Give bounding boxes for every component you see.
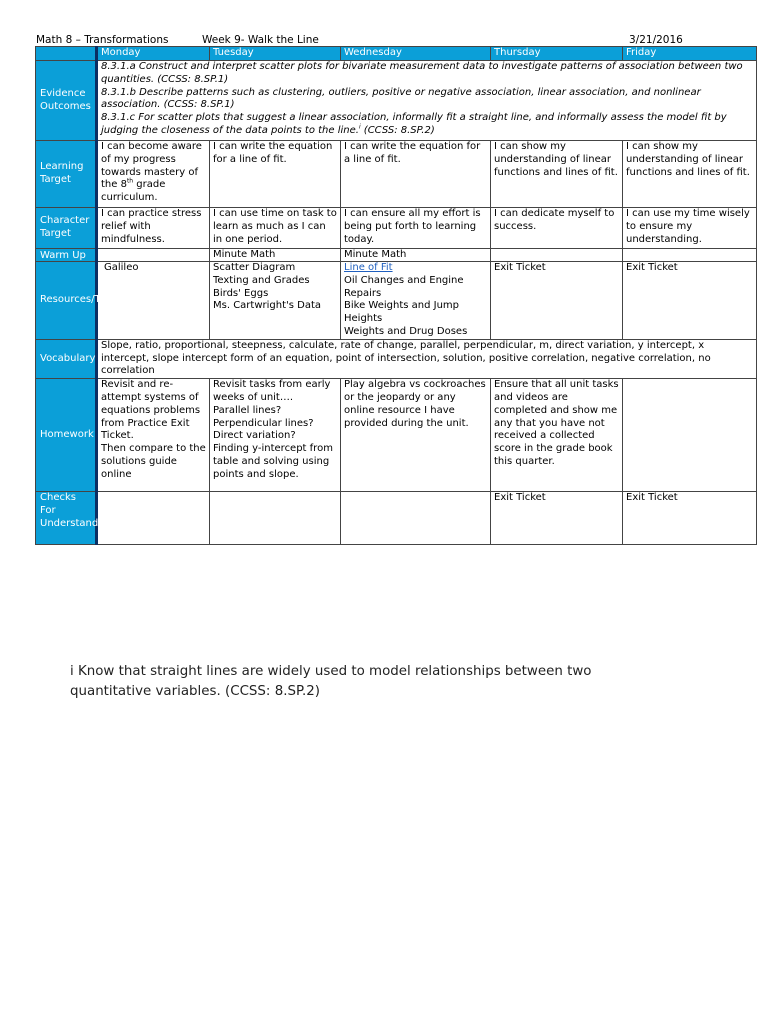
learning-target-monday-text-end: grade curriculum. [101, 179, 166, 204]
homework-tuesday-item: Finding y-intercept from table and solving using points and slope. [213, 443, 333, 480]
checks-tuesday [210, 492, 341, 545]
checks-wednesday [341, 492, 491, 545]
date-label: 3/21/2016 [629, 34, 683, 46]
evidence-outcome-c-standard: (CCSS: 8.SP.2) [363, 124, 435, 136]
endnote: i Know that straight lines are widely used to model relationships between two quantitative variables. (CCSS: 8.SP.2) [70, 664, 592, 699]
resource-task[interactable]: Ms. Cartwright's Data [213, 300, 322, 312]
checks-thursday: Exit Ticket [491, 492, 623, 545]
learning-target-monday [97, 141, 210, 208]
week-title: Week 9- Walk the Line [202, 34, 319, 46]
evidence-outcomes-text [97, 61, 757, 141]
character-target-thursday: I can dedicate myself to success. [491, 208, 623, 249]
vocabulary-row [36, 339, 757, 378]
corner-cell [36, 47, 97, 61]
homework-thursday: Ensure that all unit tasks and videos are completed and show me any that you have not received a collected score in the grade book this quarter. [491, 379, 623, 492]
homework-tuesday-item: Revisit tasks from early weeks of unit…. [213, 379, 331, 403]
vocabulary-text: Slope, ratio, proportional, steepness, calculate, rate of change, parallel, perpendicular, m, direct variation, y intercept, x intercept, slope intercept form of an equation, point of intersection, solution, positive correlation, negative correlation, no correlation [97, 339, 757, 378]
row-label-vocabulary: Vocabulary [36, 339, 97, 378]
resource-task[interactable]: Oil Changes and Engine Repairs [344, 274, 464, 299]
ordinal-suffix: th [126, 178, 134, 186]
unit-title: Math 8 – Transformations [36, 34, 169, 46]
learning-target-wednesday: I can write the equation for a line of fit. [341, 141, 491, 208]
row-label-resources: Resources/Tasks [36, 262, 97, 340]
homework-monday [97, 379, 210, 492]
resources-tasks-row [36, 262, 757, 340]
learning-target-thursday: I can show my understanding of linear functions and lines of fit. [491, 141, 623, 208]
character-target-wednesday: I can ensure all my effort is being put forth to learning today. [341, 208, 491, 249]
warm-up-row [36, 249, 757, 262]
warm-up-tuesday: Minute Math [210, 249, 341, 262]
resources-thursday: Exit Ticket [491, 262, 623, 340]
day-header-row [36, 47, 757, 61]
warm-up-wednesday: Minute Math [341, 249, 491, 262]
warm-up-thursday [491, 249, 623, 262]
resource-task[interactable]: Weights and Drug Doses [344, 325, 468, 337]
resources-wednesday [341, 262, 491, 340]
day-header-friday: Friday [623, 47, 757, 61]
learning-target-row [36, 141, 757, 208]
row-label-learning-target: Learning Target [36, 141, 97, 208]
footnote-marker[interactable]: i [358, 123, 361, 131]
learning-target-friday: I can show my understanding of linear functions and lines of fit. [623, 141, 757, 208]
resource-task[interactable]: Birds' Eggs [213, 287, 269, 299]
homework-monday-task: Revisit and re-attempt systems of equations problems from Practice Exit Ticket. [101, 379, 201, 442]
line-of-fit-link[interactable]: Line of Fit [344, 262, 393, 273]
resources-tuesday [210, 262, 341, 340]
weekly-plan-table [35, 46, 757, 545]
day-header-monday: Monday [97, 47, 210, 61]
learning-target-tuesday: I can write the equation for a line of fit. [210, 141, 341, 208]
warm-up-friday [623, 249, 757, 262]
resources-monday: Galileo [97, 262, 210, 340]
homework-monday-compare: Then compare to the solutions guide online [101, 443, 206, 480]
resource-task[interactable]: Texting and Grades [213, 274, 310, 286]
resource-task[interactable]: Scatter Diagram [213, 262, 296, 273]
homework-friday [623, 379, 757, 492]
resource-task[interactable]: Bike Weights and Jump Heights [344, 300, 459, 325]
row-label-character-target: Character Target [36, 208, 97, 249]
day-header-tuesday: Tuesday [210, 47, 341, 61]
homework-tuesday-item: Parallel lines? [213, 404, 282, 416]
evidence-outcomes-row [36, 61, 757, 141]
homework-wednesday: Play algebra vs cockroaches or the jeopardy or any online resource I have provided during the unit. [341, 379, 491, 492]
row-label-evidence: Evidence Outcomes [36, 61, 97, 141]
day-header-wednesday: Wednesday [341, 47, 491, 61]
evidence-outcome-b: 8.3.1.b Describe patterns such as clustering, outliers, positive or negative association, linear association, and nonlinear association. (CCSS: 8.SP.1) [101, 86, 701, 111]
checks-row [36, 492, 757, 545]
evidence-outcome-a: 8.3.1.a Construct and interpret scatter plots for bivariate measurement data to investigate patterns of association between two quantities. (CCSS: 8.SP.1) [101, 61, 743, 85]
row-label-warm-up: Warm Up [36, 249, 97, 262]
homework-row [36, 379, 757, 492]
day-header-thursday: Thursday [491, 47, 623, 61]
row-label-checks: Checks For Understanding [36, 492, 97, 545]
evidence-outcome-c: 8.3.1.c For scatter plots that suggest a linear association, informally fit a straight line, and informally assess the model fit by judging the closeness of the data points to the line. [101, 112, 727, 136]
character-target-tuesday: I can use time on task to learn as much as I can in one period. [210, 208, 341, 249]
checks-friday: Exit Ticket [623, 492, 757, 545]
resources-friday: Exit Ticket [623, 262, 757, 340]
character-target-friday: I can use my time wisely to ensure my understanding. [623, 208, 757, 249]
page-header [36, 33, 756, 47]
homework-tuesday-item: Direct variation? [213, 430, 296, 442]
row-label-homework: Homework [36, 379, 97, 492]
learning-target-monday-text: I can become aware of my progress towards mastery of the 8 [101, 141, 202, 191]
homework-tuesday-item: Perpendicular lines? [213, 417, 314, 429]
character-target-row [36, 208, 757, 249]
warm-up-monday [97, 249, 210, 262]
character-target-monday: I can practice stress relief with mindfulness. [97, 208, 210, 249]
homework-tuesday [210, 379, 341, 492]
